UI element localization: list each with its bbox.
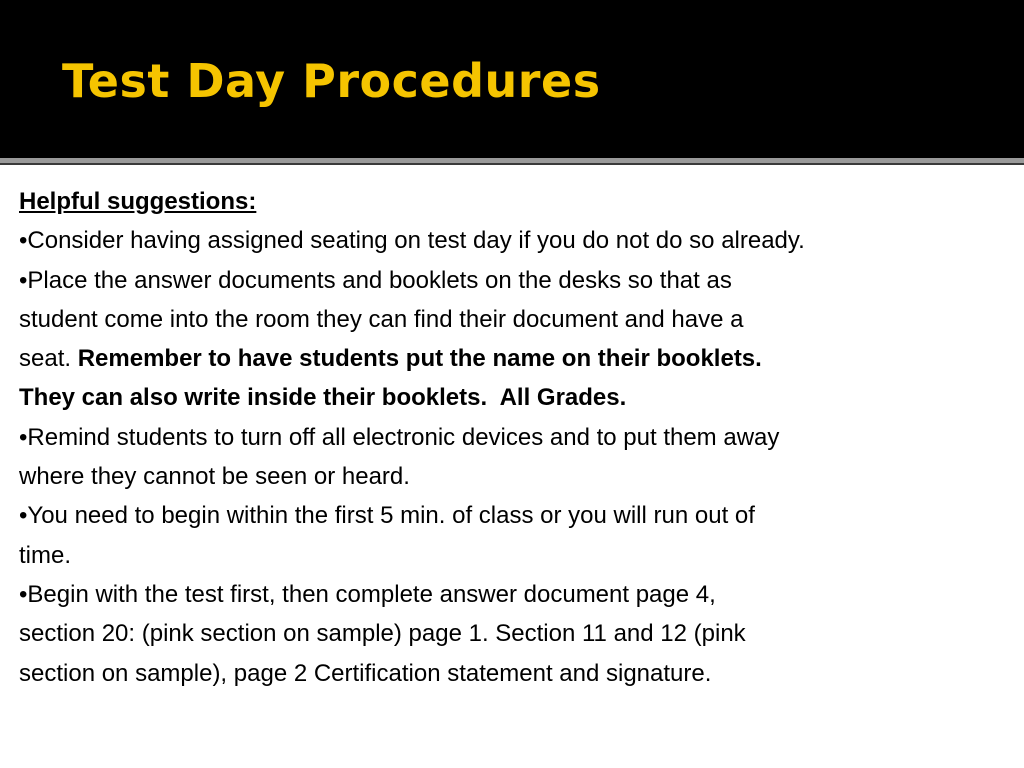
title-bar	[0, 0, 1024, 158]
section-heading: Helpful suggestions:	[19, 188, 257, 215]
bullet-5-line-2: section 20: (pink section on sample) page 1. Section 11 and 12 (pink	[19, 620, 746, 648]
bullet-3-line-2: where they cannot be seen or heard.	[19, 463, 410, 491]
bullet-2-bold-line: They can also write inside their booklets. All Grades.	[19, 384, 627, 412]
bullet-5-line-1: •Begin with the test first, then complete answer document page 4,	[19, 580, 716, 608]
bullet-2-line-2: student come into the room they can find their document and have a	[19, 305, 744, 333]
bullet-3-line-1: •Remind students to turn off all electronic devices and to put them away	[19, 423, 780, 451]
bullet-4-line-1: •You need to begin within the first 5 min. of class or you will run out of	[19, 502, 755, 530]
slide-title: Test Day Procedures	[62, 54, 601, 108]
bullet-5-line-3: section on sample), page 2 Certification statement and signature.	[19, 659, 712, 687]
bullet-1-line-1: •Consider having assigned seating on test day if you do not do so already.	[19, 227, 805, 255]
bullet-2-line-1: •Place the answer documents and booklets on the desks so that as	[19, 266, 732, 294]
divider-shadow	[0, 163, 1024, 165]
slide-body	[19, 182, 1009, 693]
bullet-2-line-3	[19, 339, 1009, 378]
bullet-4-line-2: time.	[19, 541, 72, 569]
bullet-2-plain-text: seat.	[19, 345, 78, 373]
bullet-2-bold-text: Remember to have students put the name on their booklets.	[77, 345, 762, 373]
